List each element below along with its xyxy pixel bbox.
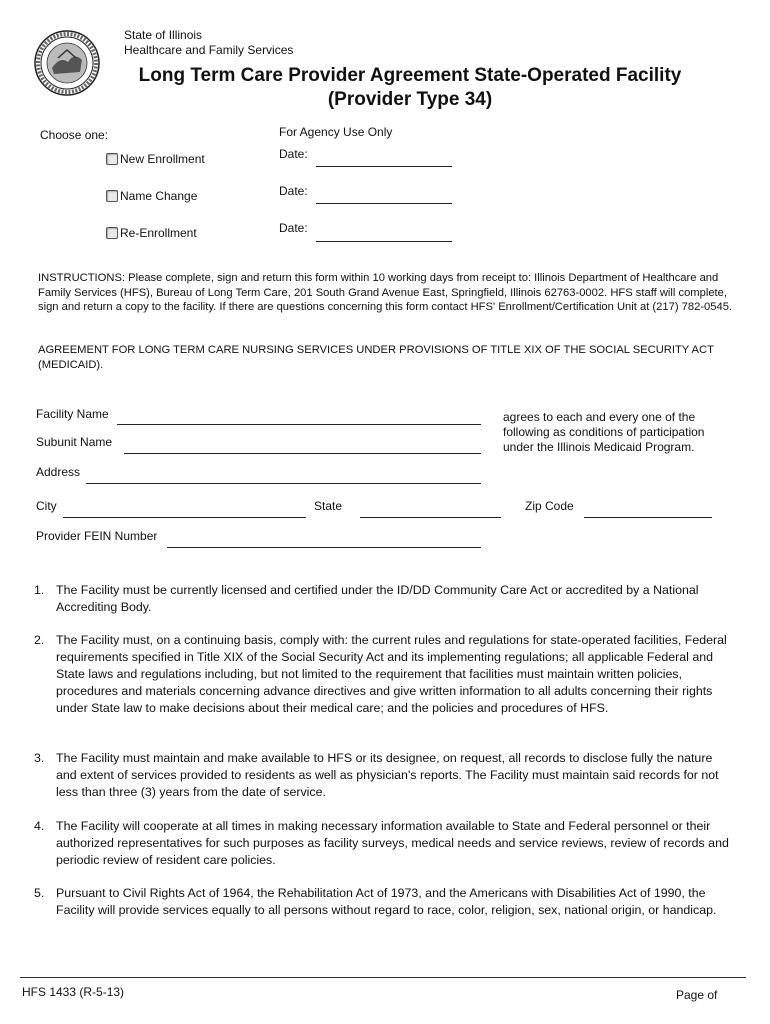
title-line-1: Long Term Care Provider Agreement State-Operated Facility (138, 65, 682, 86)
subunit-name-label: Subunit Name (36, 435, 113, 449)
agency-line-2: Healthcare and Family Services (124, 43, 294, 57)
date-field-2[interactable] (316, 189, 452, 204)
instructions-paragraph: INSTRUCTIONS: Please complete, sign and return this form within 10 working days from receipt to: Illinois Department of Healthcare and Family Services (HFS), Bureau of Long Term Care, 201 South Grand Avenue East, Springfield, Illinois 62763-0002. HFS staff will complete, sign and return a copy to the facility. If there are questions concerning this form contact HFS' Enrollment/Certification Unit at (217) 782-0545. (38, 272, 733, 313)
condition-text: The Facility must be currently licensed and certified under the ID/DD Community Care Act or accredited by a National Accrediting Body. (56, 583, 699, 614)
new-enrollment-label: New Enrollment (120, 152, 205, 166)
address-input[interactable] (86, 471, 481, 485)
condition-item (34, 818, 734, 869)
date-field-3[interactable] (316, 227, 452, 242)
date-input-2[interactable] (316, 191, 452, 205)
option-name-change[interactable] (106, 189, 197, 203)
condition-number: 1. (34, 583, 45, 597)
condition-item (34, 582, 734, 616)
date-label-1: Date: (279, 147, 308, 161)
new-enrollment-checkbox[interactable] (106, 153, 118, 165)
re-enrollment-label: Re-Enrollment (120, 226, 197, 240)
condition-text: The Facility must maintain and make available to HFS or its designee, on request, all records to disclose fully the nature and extent of services provided to residents as well as physician's reports. The Facility must maintain said records for not less than three (3) years from the date of service. (56, 751, 719, 799)
choose-one-label: Choose one: (40, 128, 109, 142)
form-title (80, 64, 740, 112)
zip-code-label: Zip Code (525, 499, 574, 513)
condition-item (34, 885, 734, 919)
condition-text: Pursuant to Civil Rights Act of 1964, the Rehabilitation Act of 1973, and the Americans with Disabilities Act of 1990, the Facility will provide services equally to all persons without regard to race, color, religion, sex, national origin, or handicap. (56, 886, 717, 917)
footer-divider (20, 977, 746, 978)
date-field-1[interactable] (316, 152, 452, 167)
title-line-2: (Provider Type 34) (327, 89, 493, 110)
agency-name (124, 28, 293, 58)
facility-name-field[interactable] (117, 410, 481, 425)
condition-number: 5. (34, 886, 45, 900)
address-label: Address (36, 465, 81, 479)
agency-line-1: State of Illinois (124, 28, 203, 42)
subunit-name-field[interactable] (124, 439, 481, 454)
city-field[interactable] (63, 503, 306, 518)
zip-code-field[interactable] (584, 503, 712, 518)
condition-number: 3. (34, 751, 45, 765)
agrees-text: agrees to each and every one of the following as conditions of participation under the Illinois Medicaid Program. (503, 410, 705, 454)
facility-name-label: Facility Name (36, 407, 109, 421)
date-input-1[interactable] (316, 154, 452, 168)
facility-name-input[interactable] (117, 412, 481, 426)
state-label: State (314, 499, 343, 513)
state-field[interactable] (360, 503, 501, 518)
agreement-heading: AGREEMENT FOR LONG TERM CARE NURSING SERVICES UNDER PROVISIONS OF TITLE XIX OF THE SOCIAL SECURITY ACT (MEDICAID). (38, 344, 714, 371)
fein-label: Provider FEIN Number (36, 529, 158, 543)
fein-field[interactable] (167, 533, 481, 548)
zip-code-input[interactable] (584, 505, 712, 519)
city-label: City (36, 499, 57, 513)
agency-use-label: For Agency Use Only (279, 125, 393, 139)
date-input-3[interactable] (316, 229, 452, 243)
date-label-3: Date: (279, 221, 308, 235)
form-id: HFS 1433 (R-5-13) (22, 985, 125, 999)
fein-input[interactable] (167, 535, 481, 549)
city-input[interactable] (63, 505, 306, 519)
condition-item (34, 632, 734, 717)
page-number: Page of (676, 988, 718, 1002)
option-re-enrollment[interactable] (106, 226, 197, 240)
option-new-enrollment[interactable] (106, 152, 205, 166)
condition-item (34, 750, 734, 801)
subunit-name-input[interactable] (124, 441, 481, 455)
name-change-label: Name Change (120, 189, 198, 203)
date-label-2: Date: (279, 184, 308, 198)
state-input[interactable] (360, 505, 501, 519)
condition-text: The Facility must, on a continuing basis, comply with: the current rules and regulations for state-operated facilities, Federal requirements specified in Title XIX of the Social Security Act and its implementing regulations; all applicable Federal and State laws and regulations including, but not limited to the requirement that facilities must maintain written policies, procedures and materials concerning advance directives and give written information to all adults concerning their rights under State law to make decisions about their medical care; and the policies and procedures of HFS. (56, 633, 727, 715)
condition-number: 2. (34, 633, 45, 647)
re-enrollment-checkbox[interactable] (106, 227, 118, 239)
condition-text: The Facility will cooperate at all times in making necessary information available to State and Federal personnel or their authorized representatives for such purposes as facility surveys, medical needs and service reviews, review of records and periodic review of resident care policies. (56, 819, 729, 867)
condition-number: 4. (34, 819, 45, 833)
address-field[interactable] (86, 469, 481, 484)
name-change-checkbox[interactable] (106, 190, 118, 202)
